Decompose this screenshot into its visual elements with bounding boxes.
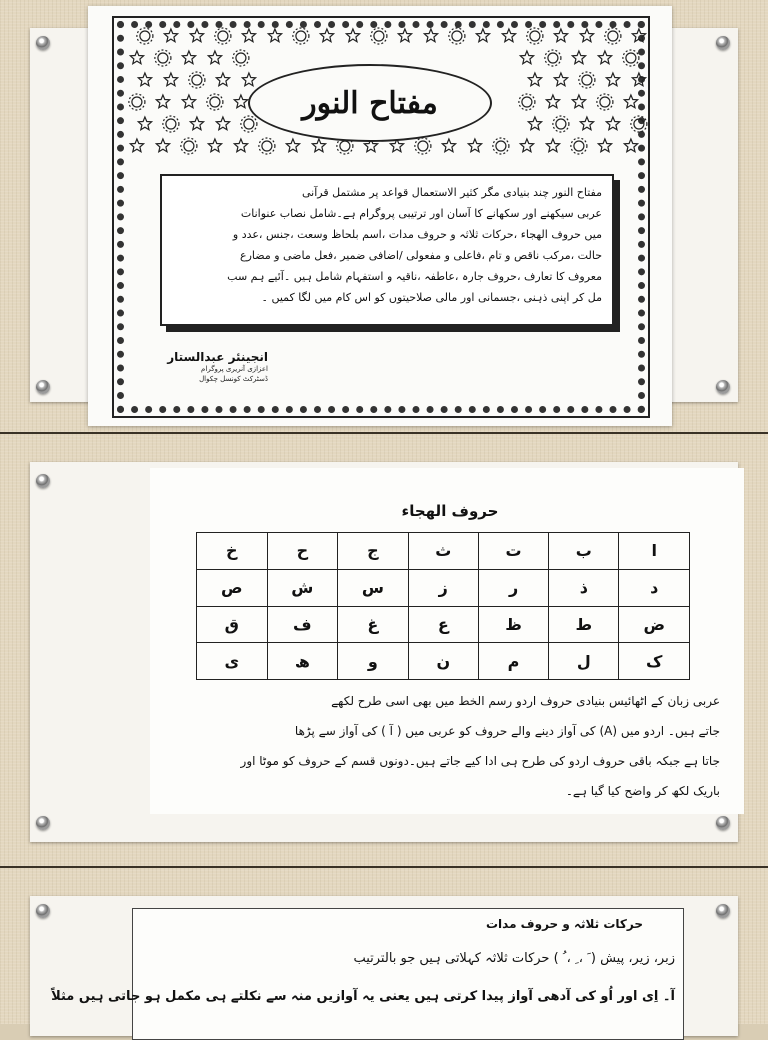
letter-cell: خ (197, 533, 268, 570)
table-row (197, 533, 690, 570)
author-name: انجینئر عبدالستار (167, 350, 268, 364)
section-line: زبر، زیر، پیش ( َ ، ِ ، ُ ) حرکات ثلاثہ کہلاتی ہیں جو بالترتیب (353, 951, 675, 966)
letter-cell: ب (549, 533, 619, 570)
slide-1-page (88, 6, 672, 426)
pin-icon (716, 904, 730, 918)
letter-cell: و (338, 643, 409, 680)
letter-cell: ن (408, 643, 478, 680)
alphabet-description (180, 686, 720, 806)
pin-icon (36, 474, 50, 488)
letter-cell: ف (267, 606, 338, 643)
letter-cell: ظ (478, 606, 548, 643)
letter-cell: ع (408, 606, 478, 643)
section-line: آ۔ اِی اور اُو کی آدھی آواز پیدا کرتی ہیں یعنی یہ آوازیں منہ سے نکلتے ہی مکمل ہو جاتی ہیں مثلاً (51, 989, 675, 1004)
slide-3-page (51, 908, 684, 1040)
description-line: عربی زبان کے اٹھائیس بنیادی حروف اردو رسم الخط میں بھی اسی طرح لکھے (331, 694, 720, 708)
letter-cell: ل (549, 643, 619, 680)
letter-cell: ج (338, 533, 409, 570)
pin-icon (716, 36, 730, 50)
letter-cell: ک (619, 643, 690, 680)
table-row (197, 643, 690, 680)
intro-line: میں حروف الھجاء ،حرکات ثلاثہ و حروف مدات ،اسم بلحاظ وسعت ،جنس ،عدد و (232, 228, 602, 241)
letter-cell: غ (338, 606, 409, 643)
letter-cell: ی (197, 643, 268, 680)
pin-icon (36, 36, 50, 50)
title-cartouche (248, 64, 492, 142)
intro-line: عربی سیکھنے اور سکھانے کا آسان اور ترتیبی پروگرام ہے۔شامل نصاب عنوانات (240, 207, 602, 220)
pin-icon (36, 380, 50, 394)
letter-cell: د (619, 569, 690, 606)
intro-line: مل کر اپنی ذہنی ،جسمانی اور مالی صلاحیتوں کو اس کام میں لگا کمیں ۔ (261, 291, 602, 304)
letter-cell: ض (619, 606, 690, 643)
section-heading: حرکات ثلاثہ و حروف مدات (485, 917, 643, 931)
letter-cell: ط (549, 606, 619, 643)
table-row (197, 606, 690, 643)
letter-cell: س (338, 569, 409, 606)
author-title-line: ڈسٹرکٹ کونسل چکوال (199, 375, 268, 383)
alphabet-title: حروف الھجاء (401, 502, 499, 520)
letter-cell: ھ (267, 643, 338, 680)
letter-cell: م (478, 643, 548, 680)
author-signature (158, 350, 268, 384)
letter-cell: ح (267, 533, 338, 570)
letter-cell: ص (197, 569, 268, 606)
letter-cell: ذ (549, 569, 619, 606)
letter-cell: ر (478, 569, 548, 606)
pin-icon (36, 904, 50, 918)
letter-cell: ز (408, 569, 478, 606)
intro-text-box (160, 174, 614, 326)
description-line: جاتے ہیں۔ اردو میں (A) کی آواز دینے والے حروف کو عربی میں ( آ ) کی آواز سے پڑھا (294, 724, 720, 738)
intro-line: حالت ،مرکب ناقص و تام ،فاعلی و مفعولی /اضافی ضمیر ،فعل ماضی و مضارع (240, 249, 602, 262)
intro-line: معروف کا تعارف ،حروف جارہ ،عاطفہ ،ناقیہ و استفہام شامل ہیں ۔آئیے ہم سب (227, 270, 602, 283)
intro-line: مفتاح النور چند بنیادی مگر کثیر الاستعمال قواعد پر مشتمل قرآنی (301, 186, 602, 199)
letter-cell: ق (197, 606, 268, 643)
letter-cell: ث (408, 533, 478, 570)
author-title-line: اعزازی آنریری پروگرام (201, 365, 268, 373)
letter-cell: ت (478, 533, 548, 570)
alphabet-table (196, 532, 690, 680)
letter-cell: ا (619, 533, 690, 570)
slide-2-page (150, 468, 744, 814)
description-line: جاتا ہے جبکہ باقی حروف اردو کی طرح ہی ادا کیے جاتے ہیں۔دونوں قسم کے حروف کو موٹا اور (240, 754, 720, 768)
pin-icon (36, 816, 50, 830)
table-row (197, 569, 690, 606)
pin-icon (716, 380, 730, 394)
description-line: باریک لکھ کر واضح کیا گیا ہے۔ (565, 784, 720, 798)
pin-icon (716, 816, 730, 830)
book-title: مفتاح النور (302, 85, 438, 121)
letter-cell: ش (267, 569, 338, 606)
